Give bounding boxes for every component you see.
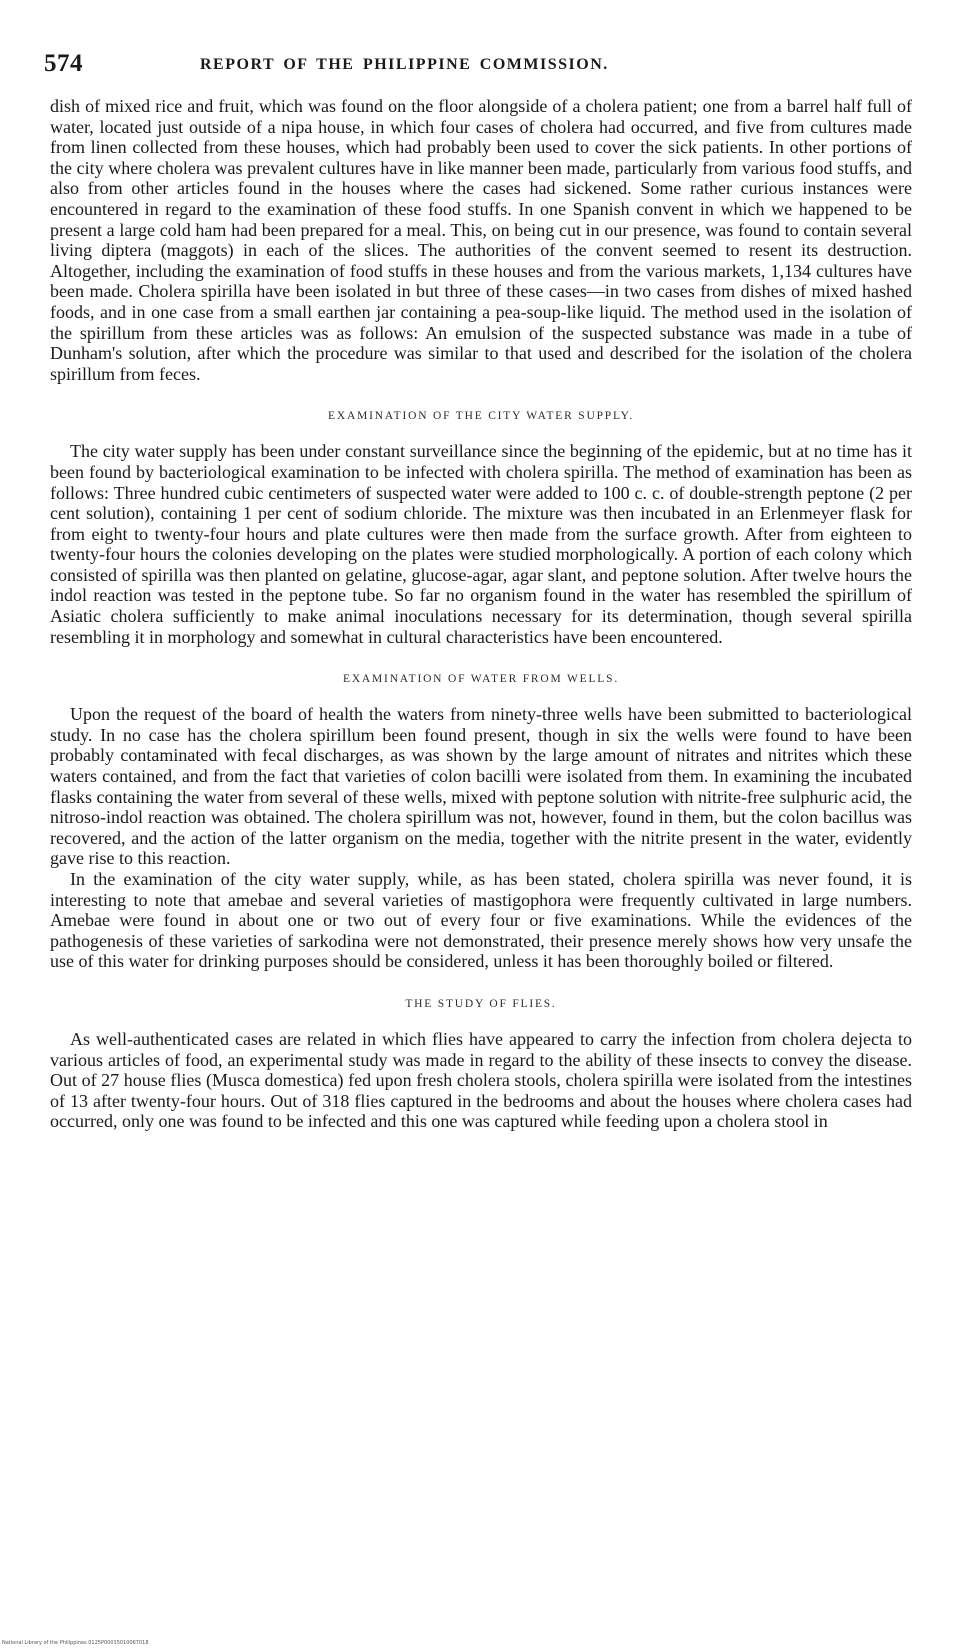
- scan-stamp: National Library of the Philippines 0125P00015010067018: [2, 1640, 149, 1646]
- paragraph: Upon the request of the board of health the waters from ninety-three wells have been submitted to bacteriological study. In no case has the cholera spirillum been found present, though in six the wells were found to have been probably contaminated with fecal discharges, as was shown by the large amount of nitrates and nitrites which these waters contained, and from the fact that varieties of colon bacilli were isolated from them. In examining the incubated flasks containing the water from several of these wells, mixed with peptone solution with nitrite-free sulphuric acid, the nitroso-indol reaction was obtained. The cholera spirillum was not, however, found in them, but the colon bacillus was recovered, and the action of the latter organism on the media, together with the nitrite present in the water, evidently gave rise to this reaction.: [50, 704, 912, 869]
- opening-paragraph: dish of mixed rice and fruit, which was found on the floor alongside of a cholera patient; one from a barrel half full of water, located just outside of a nipa house, in which four cases of cholera had occurred, and five from cultures made from linen collected from these houses, which had probably been used to cover the sick patients. In other portions of the city where cholera was prevalent cultures have in like manner been made, particularly from various food stuffs, and also from other articles found in the houses where the cases had sickened. Some rather curious instances were encountered in regard to the examination of these food stuffs. In one Spanish convent in which we happened to be present a large cold ham had been prepared for a meal. This, on being cut in our presence, was found to contain several living diptera (maggots) in each of the slices. The authorities of the convent seemed to resent its destruction. Altogether, including the examination of food stuffs in these houses and from the various markets, 1,134 cultures have been made. Cholera spirilla have been isolated in but three of these cases—in two cases from dishes of mixed hashed foods, and in one case from a small earthen jar containing a pea-soup-like liquid. The method used in the isolation of the spirillum from these articles was as follows: An emulsion of the suspected substance was made in a tube of Dunham's solution, after which the procedure was similar to that used and described for the isolation of the cholera spirillum from feces.: [50, 96, 912, 384]
- section-heading-wells: EXAMINATION OF WATER FROM WELLS.: [343, 673, 619, 686]
- section-heading-city-water: EXAMINATION OF THE CITY WATER SUPPLY.: [328, 410, 634, 423]
- section-heading-flies: THE STUDY OF FLIES.: [405, 997, 557, 1010]
- running-head: REPORT OF THE PHILIPPINE COMMISSION.: [200, 56, 609, 73]
- paragraph: The city water supply has been under constant surveillance since the beginning of the epidemic, but at no time has it been found by bacteriological examination to be infected with cholera spirilla. The method of examination has been as follows: Three hundred cubic centimeters of suspected water were added to 100 c. c. of double-strength peptone (2 per cent solution), containing 1 per cent of sodium chloride. The mixture was then incubated in an Erlenmeyer flask for from eight to twenty-four hours and plate cultures were then made from the surface growth. After from eighteen to twenty-four hours the colonies developing on the plates were studied morphologically. A portion of each colony which consisted of spirilla was then planted on gelatine, glucose-agar, agar slant, and peptone solution. After twelve hours the indol reaction was tested in the peptone tube. So far no organism found in the water has resembled the spirillum of Asiatic cholera sufficiently to make animal inoculations necessary for its determination, though several spirilla resembling it in morphology and somewhat in cultural characteristics have been encountered.: [50, 441, 912, 647]
- page-number: 574: [44, 50, 83, 77]
- paragraph: In the examination of the city water supply, while, as has been stated, cholera spirilla was never found, it is interesting to note that amebae and several varieties of mastigophora were frequently cultivated in large numbers. Amebae were found in about one or two out of every four or five examinations. While the evidences of the pathogenesis of these varieties of sarkodina were not demonstrated, their presence merely shows how very unsafe the use of this water for drinking purposes should be considered, unless it has been thoroughly boiled or filtered.: [50, 869, 912, 972]
- paragraph: As well-authenticated cases are related in which flies have appeared to carry the infection from cholera dejecta to various articles of food, an experimental study was made in regard to the ability of these insects to convey the disease. Out of 27 house flies (Musca domestica) fed upon fresh cholera stools, cholera spirilla were isolated from the intestines of 13 after twenty-four hours. Out of 318 flies captured in the bedrooms and about the houses where cholera cases had occurred, only one was found to be infected and this one was captured while feeding upon a cholera stool in: [50, 1028, 912, 1132]
- body-text: [50, 96, 912, 1132]
